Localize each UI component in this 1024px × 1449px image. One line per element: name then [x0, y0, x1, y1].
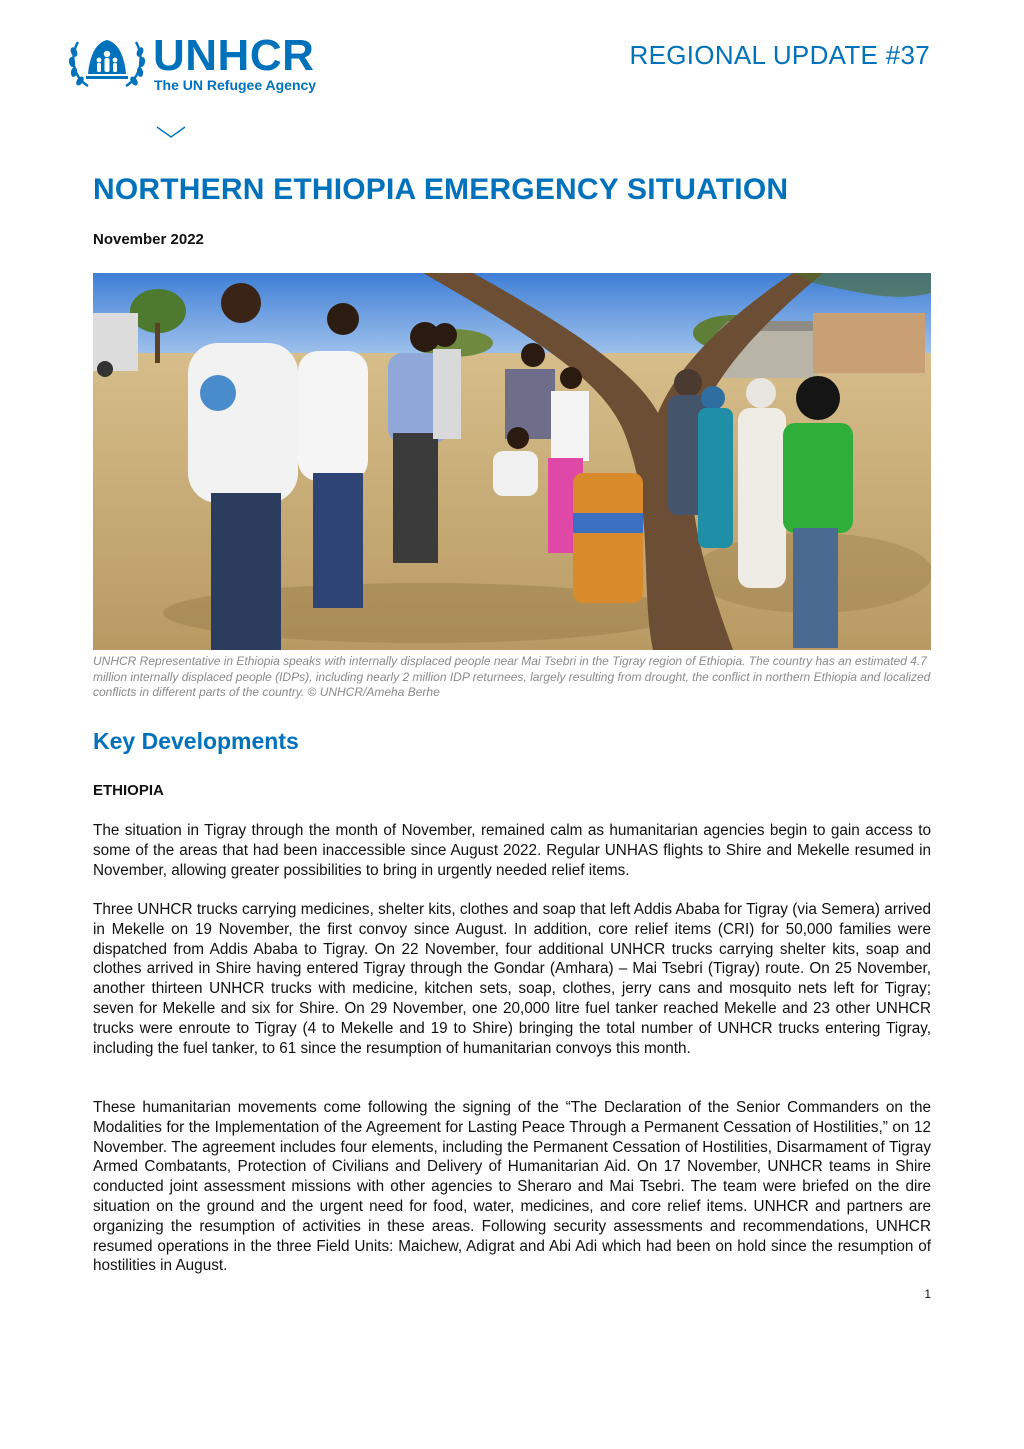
chevron-down-icon: [155, 124, 187, 140]
logo-wordmark: UNHCR: [153, 31, 315, 80]
regional-update-label: REGIONAL UPDATE #37: [629, 40, 930, 70]
unhcr-emblem-icon: [68, 34, 146, 92]
photo-illustration: [93, 273, 931, 650]
subheading-ethiopia: ETHIOPIA: [93, 782, 164, 799]
unhcr-logo: [68, 31, 348, 96]
page-number: 1: [924, 1287, 931, 1301]
section-heading-key-developments: Key Developments: [93, 728, 299, 754]
paragraph: Three UNHCR trucks carrying medicines, shelter kits, clothes and soap that left Addis Ababa for Tigray (via Semera) arrived in Mekelle on 19 November, the first convoy since August. In addition, core relief items (CRI) for 50,000 families were dispatched from Addis Ababa to Tigray. On 22 November, four additional UNHCR trucks carrying shelter kits, soap and clothes arrived in Shire having entered Tigray through the Gondar (Amhara) – Mai Tsebri (Tigray) route. On 25 November, another thirteen UNHCR trucks with medicine, kitchen sets, soap, clothes, jerry cans and mosquito nets left for Tigray; seven for Mekelle and six for Shire. On 29 November, one 20,000 litre fuel tanker reached Mekelle and 23 other UNHCR trucks were enroute to Tigray (4 to Mekelle and 19 to Shire) bringing the total number of UNHCR trucks entering Tigray, including the fuel tanker, to 61 since the resumption of humanitarian convoys this month.: [93, 901, 931, 1057]
paragraph: The situation in Tigray through the month of November, remained calm as humanitarian agencies begin to gain access to some of the areas that had been inaccessible since August 2022. Regular UNHAS flights to Shire and Mekelle resumed in November, allowing greater possibilities to bring in urgently needed relief items.: [93, 822, 931, 879]
page-title: NORTHERN ETHIOPIA EMERGENCY SITUATION: [93, 173, 789, 206]
logo-tagline: The UN Refugee Agency: [154, 77, 317, 93]
photo-caption: UNHCR Representative in Ethiopia speaks with internally displaced people near Mai Tsebri in the Tigray region of Ethiopia. The country has an estimated 4.7 million internally displaced people (IDPs), including nearly 2 million IDP returnees, largely resulting from drought, the conflict in northern Ethiopia and localized conflicts in different parts of the country. © UNHCR/Ameha Berhe: [93, 654, 931, 699]
cover-photo: [93, 273, 931, 650]
paragraph: These humanitarian movements come following the signing of the “The Declaration of the Senior Commanders on the Modalities for the Implementation of the Agreement for Lasting Peace Through a Permanent Cessation of Hostilities,” on 12 November. The agreement includes four elements, including the Permanent Cessation of Hostilities, Disarmament of Tigray Armed Combatants, Protection of Civilians and Delivery of Humanitarian Aid. On 17 November, UNHCR teams in Shire conducted joint assessment missions with other agencies to Sheraro and Mai Tsebri. The team were briefed on the dire situation on the ground and the urgent need for food, water, medicines, and core relief items. UNHCR and partners are organizing the resumption of activities in these areas. Following security assessments and recommendations, UNHCR resumed operations in the three Field Units: Maichew, Adigrat and Abi Adi which had been on hold since the resumption of hostilities in August.: [93, 1099, 931, 1275]
report-date: November 2022: [93, 231, 204, 248]
